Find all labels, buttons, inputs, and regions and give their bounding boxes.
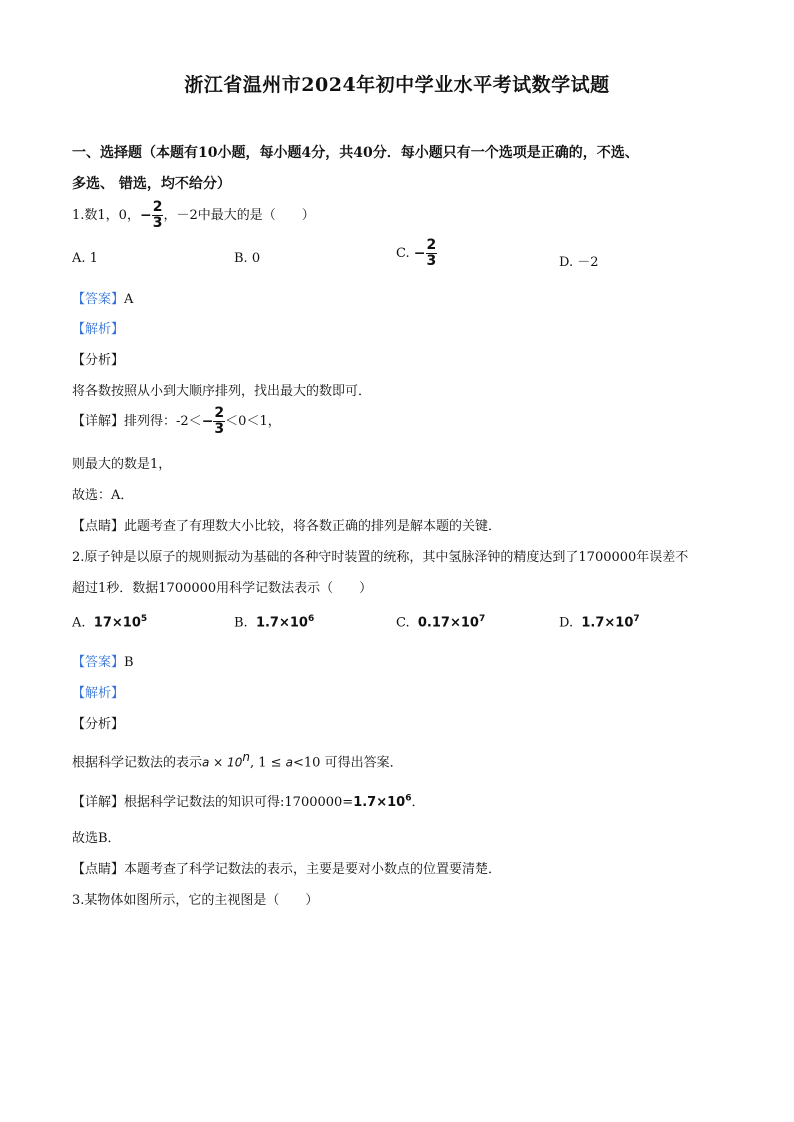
fraction: $\frac{2}{3}$	[426, 237, 437, 269]
q2-detail: 【详解】根据科学记数法的知识可得$:1700000=1.7\times 10^6$．	[72, 793, 425, 810]
q1-jiexi-label: 【解析】	[72, 322, 125, 337]
q2-dianjing: 【点睛】本题考查了科学记数法的表示，主要是要对小数点的位置要清楚．	[72, 862, 502, 877]
q2-stem-line1: 2.原子钟是以原子的规则振动为基础的各种守时装置的统称，其中氢脉泽钟的精度达到了1700000年误差不	[72, 550, 689, 565]
q1-option-a: A. 1	[72, 251, 98, 266]
q2-jiexi-label: 【解析】	[72, 686, 125, 701]
q2-option-a: A. $17\times 10^5$	[72, 614, 148, 631]
q1-dianjing: 【点睛】此题考查了有理数大小比较，将各数正确的排列是解本题的关键．	[72, 519, 502, 534]
q2-option-d: D. $1.7\times 10^7$	[559, 614, 640, 631]
q1-fenxi-label: 【分析】	[72, 353, 125, 368]
section-heading-line2: 多选、 错选，均不给分）	[72, 176, 231, 192]
q2-fenxi-label: 【分析】	[72, 717, 125, 732]
q1-option-b: B. 0	[234, 251, 261, 266]
q1-answer: 【答案】A	[72, 292, 134, 307]
q2-choose: 故选B．	[72, 831, 121, 846]
q2-option-c: C. $0.17\times 10^7$	[396, 614, 486, 631]
q1-detail: 【详解】排列得：-2＜− $\frac{2}{3}$ ＜0＜1，	[72, 405, 281, 437]
fraction: $\frac{2}{3}$	[214, 405, 225, 437]
q1-fenxi-text: 将各数按照从小到大顺序排列，找出最大的数即可．	[72, 384, 372, 399]
q2-fenxi-text: 根据科学记数法的表示a × 10n, 1 ≤ a<10 可得出答案．	[72, 750, 403, 771]
q1-option-d: D. －2	[559, 255, 599, 270]
q2-answer: 【答案】B	[72, 655, 134, 670]
page-title: 浙江省温州市2024年初中学业水平考试数学试题	[184, 74, 610, 96]
q1-detail-line2: 则最大的数是1，	[72, 457, 172, 472]
q2-stem-line2: 超过1秒．数据1700000用科学记数法表示（ ）	[72, 581, 373, 596]
q1-stem: 1.数1，0，− $\frac{2}{3}$ ，－2中最大的是（ ）	[72, 199, 315, 231]
section-heading-line1: 一、选择题（本题有10小题，每小题4分，共40分．每小题只有一个选项是正确的，不选、	[72, 145, 639, 161]
q1-choose: 故选：A．	[72, 488, 134, 503]
q2-option-b: B. $1.7\times 10^6$	[234, 614, 315, 631]
q1-option-c: C. − $\frac{2}{3}$	[396, 237, 437, 269]
q3-stem: 3.某物体如图所示，它的主视图是（ ）	[72, 893, 319, 908]
fraction: $\frac{2}{3}$	[152, 199, 163, 231]
